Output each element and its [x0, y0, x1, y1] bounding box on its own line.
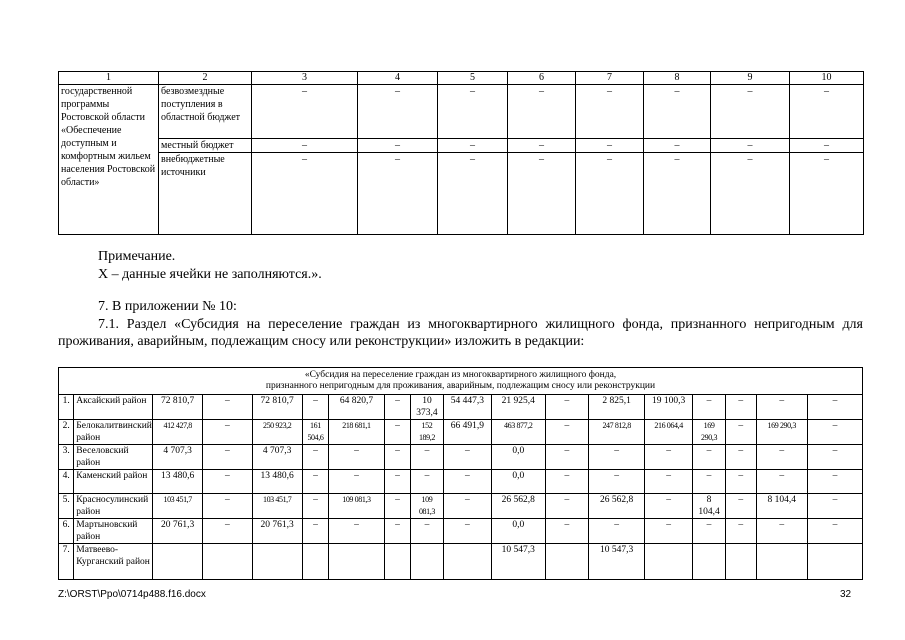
value-cell: –: [508, 139, 576, 153]
value-cell: –: [645, 445, 693, 470]
value-cell: [756, 544, 807, 580]
value-cell: [645, 544, 693, 580]
value-cell: –: [711, 139, 790, 153]
value-cell: –: [807, 519, 862, 544]
table-row: [59, 139, 864, 153]
value-cell: –: [545, 470, 589, 494]
column-number: 9: [711, 72, 790, 85]
value-cell: [411, 544, 444, 580]
value-cell: [252, 544, 302, 580]
value-cell: 72 810,7: [153, 395, 203, 420]
row-number: 6.: [59, 519, 74, 544]
program-name-cell: государственной программы Ростовской области «Обеспечение доступным и комфортным жильем населения Ростовской области»: [59, 85, 159, 235]
value-cell: –: [589, 470, 645, 494]
source-cell: внебюджетные источники: [159, 153, 252, 235]
value-cell: [329, 544, 385, 580]
value-cell: –: [645, 494, 693, 519]
value-cell: –: [545, 494, 589, 519]
value-cell: –: [725, 470, 756, 494]
value-cell: –: [443, 494, 491, 519]
value-cell: –: [576, 153, 644, 235]
row-number: 3.: [59, 445, 74, 470]
value-cell: 10 547,3: [589, 544, 645, 580]
value-cell: –: [358, 139, 438, 153]
value-cell: –: [411, 445, 444, 470]
district-name: Каменский район: [74, 470, 153, 494]
section-paragraph: 7.1. Раздел «Субсидия на переселение граждан из многоквартирного жилищного фонда, признанного непригодным для проживания, аварийным, подлежащим сносу или реконструкции» изложить в редакции:: [58, 317, 863, 349]
column-number: 4: [358, 72, 438, 85]
value-cell: –: [693, 445, 726, 470]
column-number: 6: [508, 72, 576, 85]
district-name: Веселовский район: [74, 445, 153, 470]
value-cell: –: [358, 153, 438, 235]
value-cell: –: [438, 85, 508, 139]
value-cell: –: [790, 153, 864, 235]
value-cell: –: [645, 470, 693, 494]
page-number: 32: [840, 589, 852, 600]
value-cell: –: [756, 395, 807, 420]
value-cell: 169 290,3: [756, 420, 807, 445]
value-cell: –: [252, 139, 358, 153]
title-line-2: признанного непригодным для проживания, аварийным, подлежащим сносу или реконструкции: [265, 381, 656, 391]
value-cell: –: [384, 494, 410, 519]
value-cell: –: [725, 494, 756, 519]
value-cell: 13 480,6: [252, 470, 302, 494]
value-cell: 66 491,9: [443, 420, 491, 445]
value-cell: 169 290,3: [693, 420, 726, 445]
value-cell: –: [711, 153, 790, 235]
column-number: 3: [252, 72, 358, 85]
table-row: [59, 395, 863, 420]
value-cell: 250 923,2: [252, 420, 302, 445]
value-cell: –: [807, 494, 862, 519]
value-cell: –: [302, 519, 328, 544]
table-row: [59, 494, 863, 519]
column-number: 7: [576, 72, 644, 85]
value-cell: 64 820,7: [329, 395, 385, 420]
district-name: Матвеево-Курганский район: [74, 544, 153, 580]
title-line-1: «Субсидия на переселение граждан из многоквартирного жилищного фонда,: [304, 370, 617, 380]
value-cell: –: [693, 395, 726, 420]
source-cell: безвозмездные поступления в областной бюджет: [159, 85, 252, 139]
value-cell: 0,0: [491, 470, 545, 494]
value-cell: –: [644, 139, 711, 153]
value-cell: [153, 544, 203, 580]
value-cell: 218 681,1: [329, 420, 385, 445]
value-cell: 109 081,3: [329, 494, 385, 519]
table-row: [59, 544, 863, 580]
value-cell: –: [411, 470, 444, 494]
table-row: [59, 445, 863, 470]
value-cell: –: [725, 395, 756, 420]
value-cell: –: [508, 85, 576, 139]
value-cell: 412 427,8: [153, 420, 203, 445]
table-row: [59, 470, 863, 494]
value-cell: –: [756, 445, 807, 470]
value-cell: 463 877,2: [491, 420, 545, 445]
section-heading: 7. В приложении № 10:: [98, 299, 237, 314]
value-cell: 2 825,1: [589, 395, 645, 420]
value-cell: –: [807, 445, 862, 470]
row-number: 2.: [59, 420, 74, 445]
value-cell: 152 189,2: [411, 420, 444, 445]
value-cell: –: [384, 395, 410, 420]
value-cell: 19 100,3: [645, 395, 693, 420]
value-cell: 10 547,3: [491, 544, 545, 580]
value-cell: –: [545, 519, 589, 544]
value-cell: –: [725, 519, 756, 544]
note-heading: Примечание.: [98, 249, 176, 264]
value-cell: –: [589, 519, 645, 544]
value-cell: 216 064,4: [645, 420, 693, 445]
value-cell: [545, 544, 589, 580]
value-cell: 103 451,7: [252, 494, 302, 519]
value-cell: –: [384, 470, 410, 494]
value-cell: –: [329, 519, 385, 544]
district-name: Аксайский район: [74, 395, 153, 420]
value-cell: 161 504,6: [302, 420, 328, 445]
value-cell: –: [645, 519, 693, 544]
value-cell: –: [203, 420, 252, 445]
value-cell: –: [508, 153, 576, 235]
value-cell: 20 761,3: [153, 519, 203, 544]
value-cell: –: [693, 519, 726, 544]
value-cell: –: [384, 420, 410, 445]
column-number: 8: [644, 72, 711, 85]
value-cell: 72 810,7: [252, 395, 302, 420]
value-cell: –: [411, 519, 444, 544]
table-row: [59, 153, 864, 235]
value-cell: [807, 544, 862, 580]
subsidy-table: [58, 367, 863, 580]
value-cell: –: [302, 494, 328, 519]
source-cell: местный бюджет: [159, 139, 252, 153]
value-cell: –: [545, 420, 589, 445]
value-cell: –: [756, 470, 807, 494]
value-cell: –: [203, 395, 252, 420]
row-number: 1.: [59, 395, 74, 420]
value-cell: [693, 544, 726, 580]
value-cell: [443, 544, 491, 580]
value-cell: 109 081,3: [411, 494, 444, 519]
row-number: 7.: [59, 544, 74, 580]
row-number: 4.: [59, 470, 74, 494]
table-row: [59, 420, 863, 445]
value-cell: [302, 544, 328, 580]
value-cell: –: [790, 139, 864, 153]
value-cell: –: [711, 85, 790, 139]
value-cell: –: [693, 470, 726, 494]
value-cell: 10 373,4: [411, 395, 444, 420]
value-cell: –: [807, 395, 862, 420]
value-cell: 21 925,4: [491, 395, 545, 420]
value-cell: –: [756, 519, 807, 544]
table-row: [59, 85, 864, 139]
value-cell: –: [384, 445, 410, 470]
value-cell: –: [203, 445, 252, 470]
value-cell: –: [203, 470, 252, 494]
column-number: 10: [790, 72, 864, 85]
column-number: 5: [438, 72, 508, 85]
value-cell: –: [252, 85, 358, 139]
column-number: 2: [159, 72, 252, 85]
value-cell: 26 562,8: [589, 494, 645, 519]
table-row: [59, 519, 863, 544]
value-cell: [203, 544, 252, 580]
value-cell: –: [302, 395, 328, 420]
district-name: Красносулинский район: [74, 494, 153, 519]
value-cell: 0,0: [491, 445, 545, 470]
value-cell: 13 480,6: [153, 470, 203, 494]
value-cell: –: [589, 445, 645, 470]
table-title: [59, 368, 863, 395]
value-cell: –: [545, 445, 589, 470]
row-number: 5.: [59, 494, 74, 519]
value-cell: –: [443, 519, 491, 544]
value-cell: 103 451,7: [153, 494, 203, 519]
column-number: 1: [59, 72, 159, 85]
file-path: Z:\ORST\Ppo\0714p488.f16.docx: [58, 589, 206, 600]
value-cell: –: [302, 470, 328, 494]
value-cell: 20 761,3: [252, 519, 302, 544]
value-cell: –: [644, 85, 711, 139]
value-cell: –: [790, 85, 864, 139]
value-cell: –: [807, 420, 862, 445]
value-cell: –: [203, 519, 252, 544]
value-cell: 4 707,3: [252, 445, 302, 470]
value-cell: –: [807, 470, 862, 494]
header-row: [59, 72, 864, 85]
value-cell: –: [644, 153, 711, 235]
value-cell: –: [725, 445, 756, 470]
note-text: Х – данные ячейки не заполняются.».: [98, 267, 322, 282]
value-cell: –: [329, 445, 385, 470]
value-cell: –: [576, 85, 644, 139]
value-cell: –: [545, 395, 589, 420]
value-cell: –: [438, 153, 508, 235]
value-cell: –: [302, 445, 328, 470]
value-cell: [725, 544, 756, 580]
value-cell: 247 812,8: [589, 420, 645, 445]
district-name: Белокалитвинский район: [74, 420, 153, 445]
value-cell: –: [438, 139, 508, 153]
value-cell: 8 104,4: [693, 494, 726, 519]
value-cell: 26 562,8: [491, 494, 545, 519]
value-cell: 54 447,3: [443, 395, 491, 420]
value-cell: –: [329, 470, 385, 494]
value-cell: 8 104,4: [756, 494, 807, 519]
value-cell: –: [443, 470, 491, 494]
table-title-row: [59, 368, 863, 395]
value-cell: 4 707,3: [153, 445, 203, 470]
value-cell: –: [576, 139, 644, 153]
value-cell: –: [384, 519, 410, 544]
value-cell: –: [358, 85, 438, 139]
district-name: Мартыновский район: [74, 519, 153, 544]
value-cell: –: [725, 420, 756, 445]
value-cell: [384, 544, 410, 580]
value-cell: –: [443, 445, 491, 470]
value-cell: 0,0: [491, 519, 545, 544]
funding-table: [58, 71, 864, 235]
value-cell: –: [252, 153, 358, 235]
value-cell: –: [203, 494, 252, 519]
